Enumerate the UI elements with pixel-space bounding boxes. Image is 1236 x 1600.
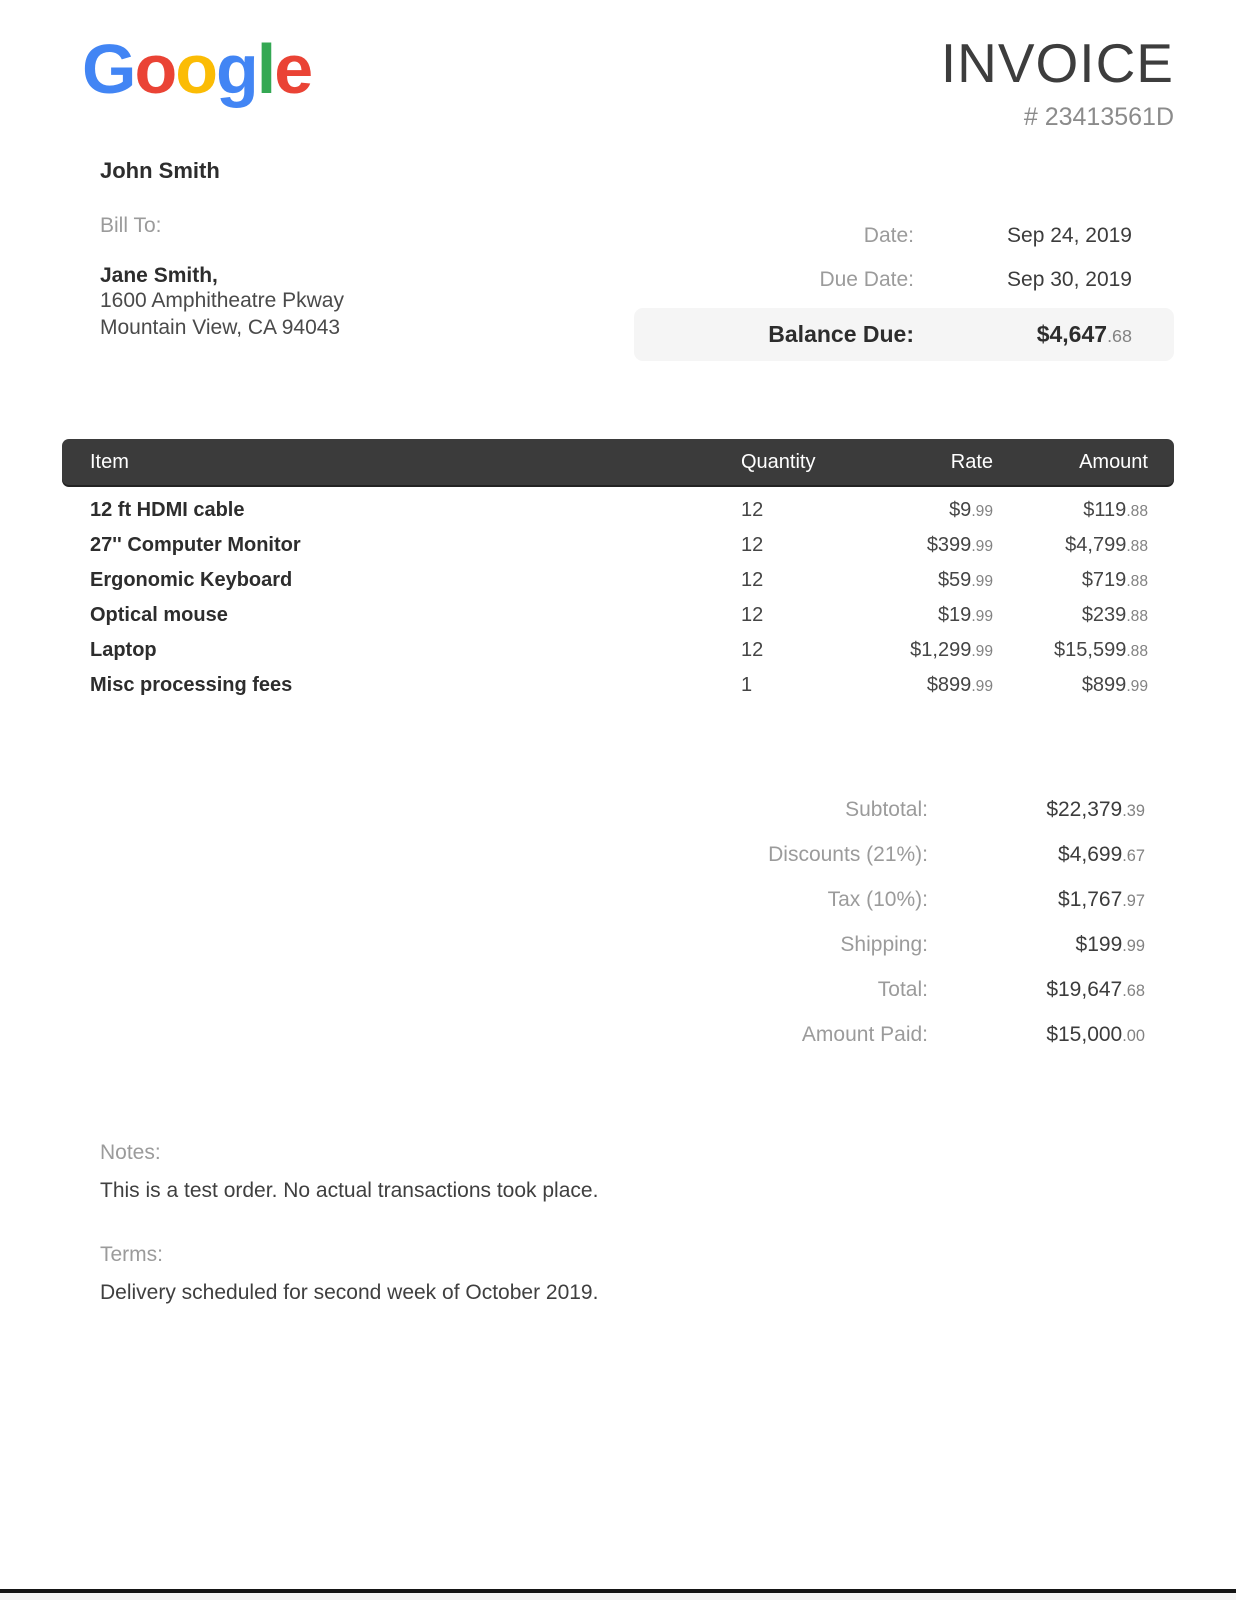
logo-letter: o (175, 30, 216, 108)
item-rate: $1,299.99 (910, 639, 993, 661)
summary-value: $22,379.39 (1046, 798, 1145, 821)
bill-to-block (100, 214, 344, 361)
sender-name: John Smith (100, 158, 220, 183)
balance-due-value: $4,647.68 (1036, 321, 1132, 347)
summary-row (634, 922, 1174, 967)
terms-section (100, 1243, 1174, 1305)
bill-to-address-line: 1600 Amphitheatre Pkway (100, 289, 344, 312)
terms-label: Terms: (100, 1243, 163, 1266)
item-rate: $399.99 (926, 534, 993, 556)
bill-to-address-line: Mountain View, CA 94043 (100, 315, 341, 339)
notes-section (100, 1141, 1174, 1305)
items-table-header (62, 439, 1174, 485)
meta-row (634, 214, 1174, 258)
table-row (62, 633, 1174, 668)
balance-due-label: Balance Due: (768, 321, 914, 347)
invoice-title-block (941, 26, 1174, 132)
item-amount: $4,799.88 (1065, 534, 1148, 556)
summary-value: $19,647.68 (1046, 978, 1145, 1001)
item-quantity: 12 (741, 604, 764, 626)
item-amount: $15,599.88 (1054, 639, 1148, 661)
item-quantity: 12 (741, 499, 764, 521)
bill-to-name: Jane Smith, (100, 264, 218, 287)
items-table (62, 439, 1174, 703)
item-name: Ergonomic Keyboard (90, 569, 293, 591)
meta-rows (634, 214, 1174, 302)
billing-section (62, 214, 1174, 361)
terms-text: Delivery scheduled for second week of October 2019. (100, 1281, 599, 1304)
item-quantity: 12 (741, 569, 764, 591)
table-row (62, 528, 1174, 563)
invoice-title: INVOICE (940, 32, 1174, 94)
table-row (62, 598, 1174, 633)
summary-value: $199.99 (1075, 933, 1145, 956)
summary-label: Amount Paid: (801, 1023, 928, 1046)
summary-row (634, 1012, 1174, 1057)
item-quantity: 12 (741, 639, 764, 661)
invoice-meta (634, 214, 1174, 361)
meta-row (634, 258, 1174, 302)
balance-due-row (634, 308, 1174, 361)
column-header-quantity: Quantity (741, 450, 816, 473)
summary-label: Total: (877, 978, 928, 1001)
summary-label: Tax (10%): (827, 888, 928, 911)
meta-value: Sep 24, 2019 (1007, 224, 1132, 247)
page-background-below-edge (0, 1593, 1236, 1600)
summary-row (634, 967, 1174, 1012)
summary-label: Subtotal: (845, 798, 928, 821)
item-quantity: 1 (741, 674, 753, 696)
item-amount: $239.88 (1081, 604, 1148, 626)
logo-letter: g (215, 30, 257, 108)
page-header (62, 26, 1174, 132)
bill-to-label: Bill To: (100, 214, 162, 237)
summary-row (634, 877, 1174, 922)
meta-value: Sep 30, 2019 (1007, 268, 1132, 291)
summary-row (634, 832, 1174, 877)
item-name: Misc processing fees (90, 674, 293, 696)
item-rate: $899.99 (926, 674, 993, 696)
table-row (62, 668, 1174, 703)
logo-letter: l (256, 30, 275, 108)
item-rate: $59.99 (937, 569, 993, 591)
item-amount: $899.99 (1081, 674, 1148, 696)
item-name: Optical mouse (90, 604, 228, 626)
summary-value: $15,000.00 (1046, 1023, 1145, 1046)
column-header-rate: Rate (950, 450, 993, 473)
item-amount: $719.88 (1081, 569, 1148, 591)
logo-letter: G (82, 30, 135, 108)
table-row (62, 563, 1174, 598)
notes-text: This is a test order. No actual transactions took place. (100, 1179, 599, 1202)
logo-letter: e (274, 30, 312, 108)
item-quantity: 12 (741, 534, 764, 556)
column-header-item: Item (90, 450, 129, 473)
column-header-amount: Amount (1079, 450, 1148, 473)
summary-value: $4,699.67 (1058, 843, 1145, 866)
logo-letter: o (134, 30, 176, 108)
invoice-number: # 23413561D (1023, 103, 1174, 131)
google-logo (62, 26, 311, 114)
notes-label: Notes: (100, 1141, 161, 1164)
item-name: 27'' Computer Monitor (90, 534, 301, 556)
summary-row (634, 787, 1174, 832)
summary-label: Discounts (21%): (768, 843, 928, 866)
meta-label: Date: (863, 224, 914, 247)
item-rate: $9.99 (949, 499, 993, 521)
table-row (62, 493, 1174, 528)
meta-label: Due Date: (819, 268, 914, 291)
summary-label: Shipping: (840, 933, 928, 956)
summary-section (634, 787, 1174, 1057)
item-name: 12 ft HDMI cable (90, 499, 245, 521)
items-table-body (62, 485, 1174, 703)
item-rate: $19.99 (937, 604, 993, 626)
item-name: Laptop (90, 639, 157, 661)
summary-value: $1,767.97 (1058, 888, 1145, 911)
item-amount: $119.88 (1083, 499, 1148, 521)
